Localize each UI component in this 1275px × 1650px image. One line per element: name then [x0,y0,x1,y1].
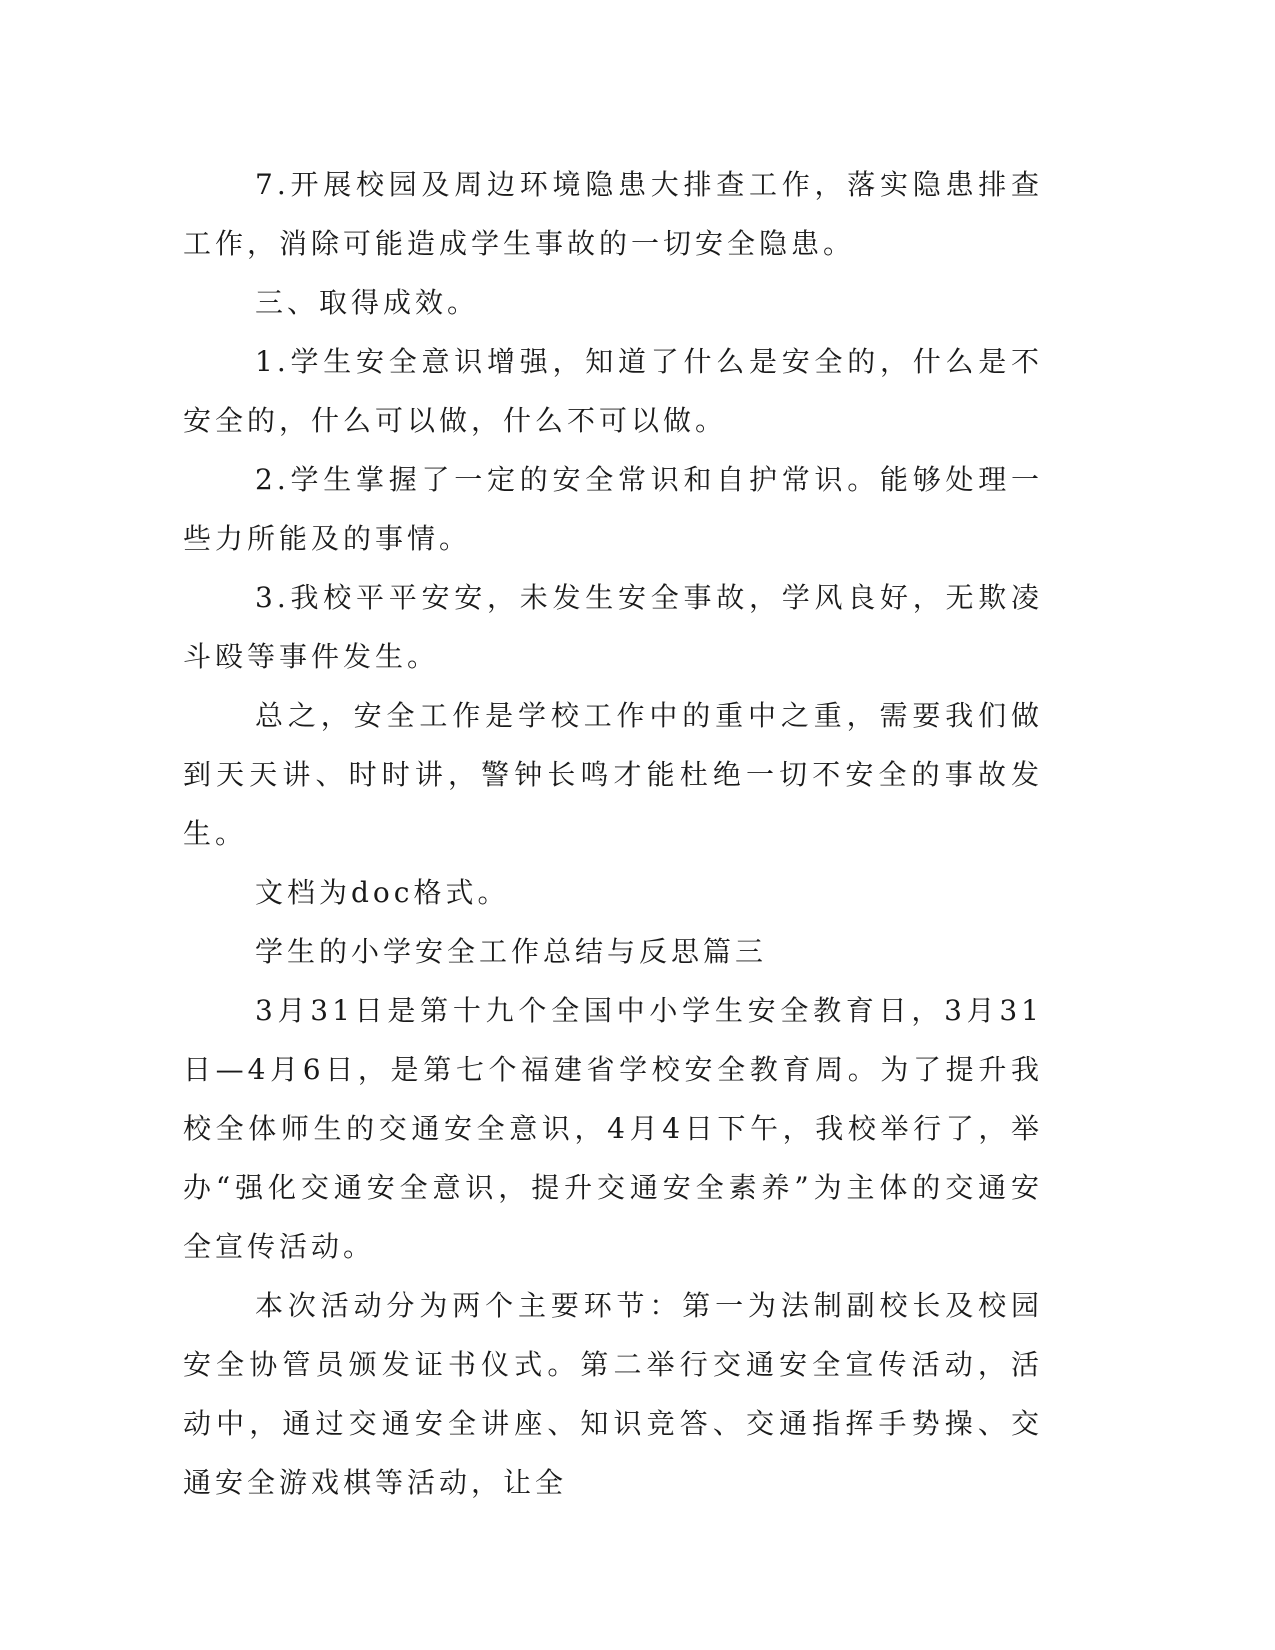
paragraph-doc-format: 文档为doc格式。 [255,876,510,909]
paragraph-safety-week: 3月31日是第十九个全国中小学生安全教育日，3月31日—4月6日，是第七个福建省学校安全教育周。为了提升我校全体师生的交通安全意识，4月4日下午，我校举行了，举办“强化交通安全意识，提升交通安全素养”为主体的交通安全宣传活动。 [183,994,1043,1263]
paragraph-item-7-hazard-check: 7.开展校园及周边环境隐患大排查工作，落实隐患排查工作，消除可能造成学生事故的一切安全隐患。 [183,168,1043,260]
paragraph-summary: 总之，安全工作是学校工作中的重中之重，需要我们做到天天讲、时时讲，警钟长鸣才能杜绝一切不安全的事故发生。 [183,699,1043,850]
paragraph-result-2: 2.学生掌握了一定的安全常识和自护常识。能够处理一些力所能及的事情。 [183,463,1043,555]
section-heading-results: 三、取得成效。 [255,286,480,319]
paragraph-activity-sections: 本次活动分为两个主要环节：第一为法制副校长及校园安全协管员颁发证书仪式。第二举行交通安全宣传活动，活动中，通过交通安全讲座、知识竞答、交通指挥手势操、交通安全游戏棋等活动，让全 [183,1289,1043,1499]
paragraph-result-3: 3.我校平平安安，未发生安全事故，学风良好，无欺凌斗殴等事件发生。 [183,581,1043,673]
article-title-part-three: 学生的小学安全工作总结与反思篇三 [255,935,768,968]
document-body [183,155,1043,1512]
paragraph-result-1: 1.学生安全意识增强，知道了什么是安全的，什么是不安全的，什么可以做，什么不可以做。 [183,345,1043,437]
